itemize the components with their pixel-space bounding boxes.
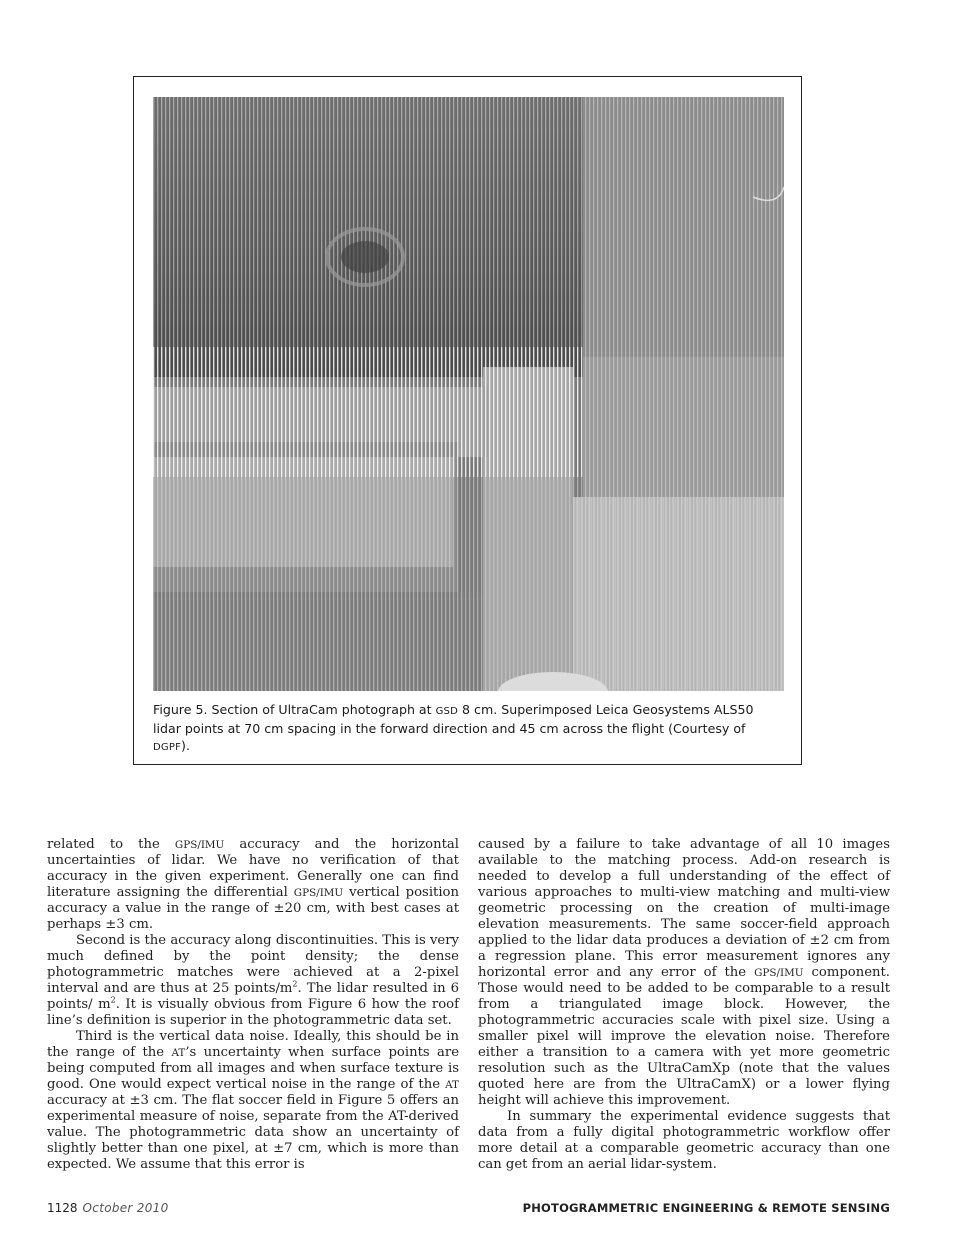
page-number: 1128 <box>47 1201 78 1215</box>
right-text-column <box>478 837 890 1173</box>
figure-5 <box>133 76 802 765</box>
paragraph: caused by a failure to take advantage of all 10 images available to the matching process. Add-on research is needed to develop a full understanding of the effect of various approaches to multi-view matching and multi-view geometric processing on the creation of multi-image elevation measurements. The same soccer-field approach applied to the lidar data produces a deviation of ±2 cm from a regression plane. This error measurement ignores any horizontal error and any error of the GPS/IMU component. Those would need to be added to be comparable to a result from a triangulated image block. However, the photogrammetric accuracies scale with pixel size. Using a smaller pixel will improve the elevation noise. Therefore either a transition to a camera with yet more geometric resolution such as the UltraCamXp (note that the values quoted here are from the UltraCamX) or a lower flying height will achieve this improvement. <box>478 837 890 1108</box>
paragraph: In summary the experimental evidence suggests that data from a fully digital photogrammetric workflow offer more detail at a comparable geometric accuracy than one can get from an aerial lidar-system. <box>478 1109 890 1172</box>
paragraph: Second is the accuracy along discontinuities. This is very much defined by the point density; the dense photogrammetric matches were achieved at a 2-pixel interval and are thus at 25 points/$m^2$. The lidar resulted in 6 points/ $m^2$. It is visually obvious from Figure 6 how the roof line’s definition is superior in the photogrammetric data set. <box>47 933 459 1028</box>
issue-date: October 2010 <box>82 1201 169 1215</box>
figure-caption: Figure 5. Section of UltraCam photograph at GSD 8 cm. Superimposed Leica Geosystems ALS50 lidar points at 70 cm spacing in the forward direction and 45 cm across the flight (Courtesy of DGPF). <box>153 702 754 753</box>
left-text-column <box>47 837 459 1173</box>
page-footer-left <box>47 1201 169 1215</box>
journal-name: PHOTOGRAMMETRIC ENGINEERING & REMOTE SENSING <box>522 1201 890 1215</box>
paragraph: related to the GPS/IMU accuracy and the horizontal uncertainties of lidar. We have no verification of that accuracy in the given experiment. Generally one can find literature assigning the differential GPS/IMU vertical position accuracy a value in the range of ±20 cm, with best cases at perhaps ±3 cm. <box>47 837 459 932</box>
aerial-lidar-photograph <box>153 97 784 691</box>
paragraph: Third is the vertical data noise. Ideally, this should be in the range of the AT’s uncertainty when surface points are being computed from all images and when surface texture is good. One would expect vertical noise in the range of the AT accuracy at ±3 cm. The flat soccer field in Figure 5 offers an experimental measure of noise, separate from the AT-derived value. The photogrammetric data show an uncertainty of slightly better than one pixel, at ±7 cm, which is more than expected. We assume that this error is <box>47 1029 459 1172</box>
